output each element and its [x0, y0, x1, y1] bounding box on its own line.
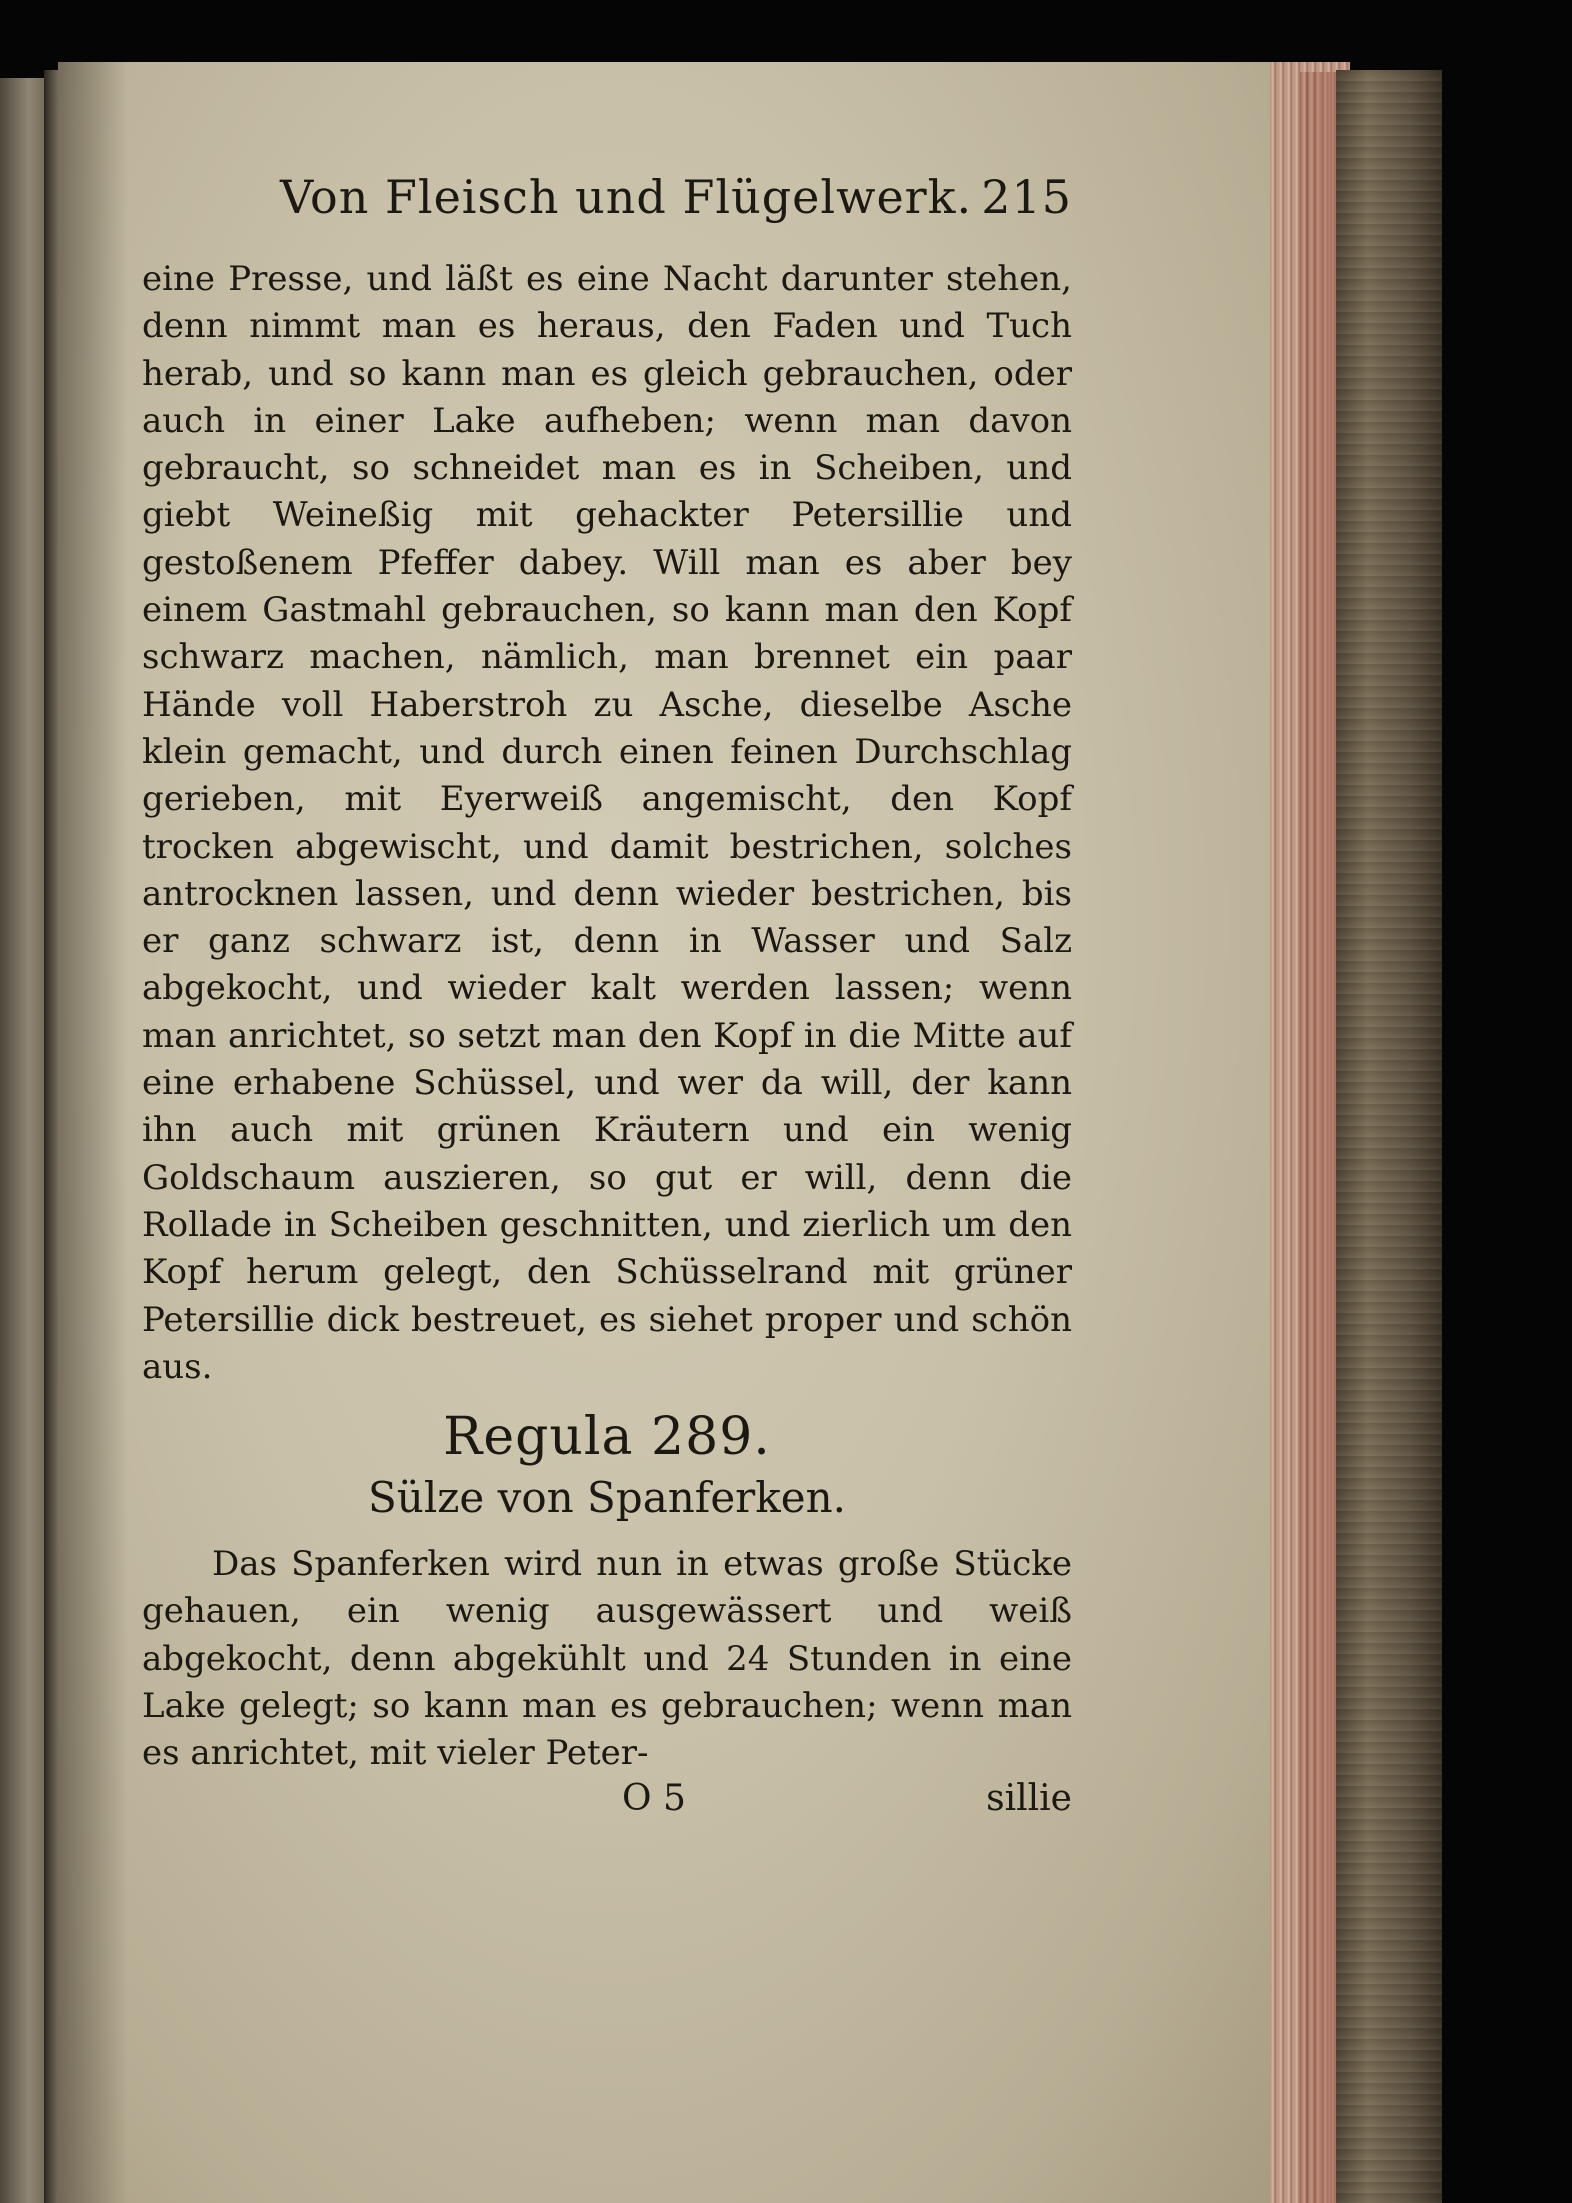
book-cover-texture — [1336, 70, 1442, 2203]
body-paragraph-1 — [142, 256, 1072, 1391]
gutter-shadow — [58, 62, 128, 2203]
running-title: Von Fleisch und Flügelwerk. — [280, 170, 973, 224]
paragraph-text: eine Presse, und läßt es eine Nacht darunter stehen, denn nimmt man es heraus, den Faden und Tuch herab, und so kann man es gleich gebrauchen, oder auch in einer Lake aufheben; wenn man davon gebraucht, so schneidet man es in Scheiben, und giebt Weineßig mit gehackter Petersillie und gestoßenem Pfeffer dabey. Will man es aber bey einem Gastmahl gebrauchen, so kann man den Kopf schwarz machen, nämlich, man brennet ein paar Hände voll Haberstroh zu Asche, dieselbe Asche klein gemacht, und durch einen feinen Durchschlag gerieben, mit Eyerweiß angemischt, den Kopf trocken abgewischt, und damit bestrichen, solches antrocknen lassen, und denn wieder bestrichen, bis er ganz schwarz ist, denn in Wasser und Salz abgekocht, und wieder kalt werden lassen; wenn man anrichtet, so setzt man den Kopf in die Mitte auf eine erhabene Schüssel, und wer da will, der kann ihn auch mit grünen Kräutern und ein wenig Goldschaum auszieren, so gut er will, denn die Rollade in Scheiben geschnitten, und zierlich um den Kopf herum gelegt, den Schüsselrand mit grüner Petersillie dick bestreuet, es siehet proper und schön aus. — [142, 259, 1072, 1387]
signature-mark: O 5 — [622, 1777, 686, 1819]
page-number: 215 — [981, 170, 1072, 224]
page-footer — [142, 1778, 1072, 1834]
catchword: sillie — [986, 1777, 1072, 1819]
paragraph-text: Das Spanferken wird nun in etwas große Stücke gehauen, ein wenig ausgewässert und weiß abgekocht, denn abgekühlt und 24 Stunden in eine Lake gelegt; so kann man es gebrauchen; wenn man es anrichtet, mit vieler Peter- — [142, 1544, 1072, 1774]
regula-heading: Regula 289. — [443, 1407, 771, 1468]
running-head — [142, 170, 1072, 256]
page-content — [142, 170, 1072, 1834]
body-paragraph-2 — [142, 1541, 1072, 1777]
section-title: Sülze von Spanferken. — [368, 1473, 846, 1523]
